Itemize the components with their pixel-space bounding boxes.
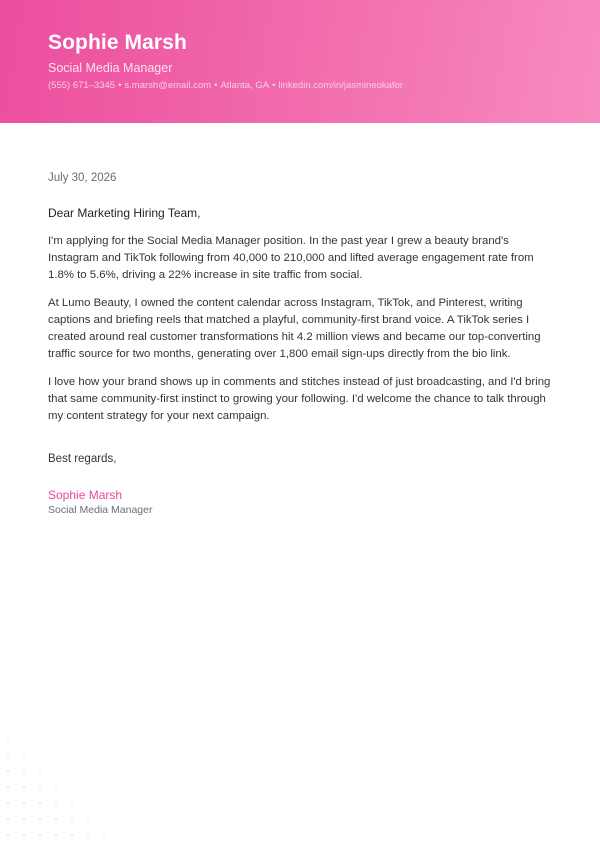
applicant-name: Sophie Marsh <box>48 31 187 54</box>
contact-separator: • <box>214 80 218 91</box>
email-address: s.marsh@email.com <box>124 80 212 91</box>
closing: Best regards, <box>48 453 117 465</box>
contact-separator: • <box>118 80 122 91</box>
contact-line <box>48 80 403 91</box>
phone-number: (555) 671–3345 <box>48 80 116 91</box>
body-paragraph: I love how your brand shows up in comments and stitches instead of just broadcasting, and I'd bring that same community-first instinct to growing your following. I'd welcome the chance to talk through my content strategy for your next campaign. <box>48 376 551 422</box>
location: Atlanta, GA <box>220 80 270 91</box>
letter-body <box>48 233 554 436</box>
body-paragraph: I'm applying for the Social Media Manager position. In the past year I grew a beauty brand's Instagram and TikTok following from 40,000 to 210,000 and lifted average engagement rate from 1.8% to 5.6%, driving a 22% increase in site traffic from social. <box>48 235 534 281</box>
salutation: Dear Marketing Hiring Team, <box>48 206 201 220</box>
letter-date: July 30, 2026 <box>48 172 117 184</box>
contact-separator: • <box>272 80 276 91</box>
linkedin-url: linkedin.com/in/jasmineokafor <box>278 80 404 91</box>
decorative-dot-pattern <box>0 715 130 848</box>
body-paragraph: At Lumo Beauty, I owned the content calendar across Instagram, TikTok, and Pinterest, writing captions and briefing reels that matched a playful, community-first brand voice. A TikTok series I created around real customer transformations hit 4.2 million views and became our top-converting traffic source for two months, generating over 1,800 email sign-ups directly from the bio link. <box>48 297 541 360</box>
letter-header <box>0 0 600 123</box>
signature-name: Sophie Marsh <box>48 488 123 502</box>
signature-title: Social Media Manager <box>48 504 153 516</box>
applicant-title: Social Media Manager <box>48 61 173 75</box>
